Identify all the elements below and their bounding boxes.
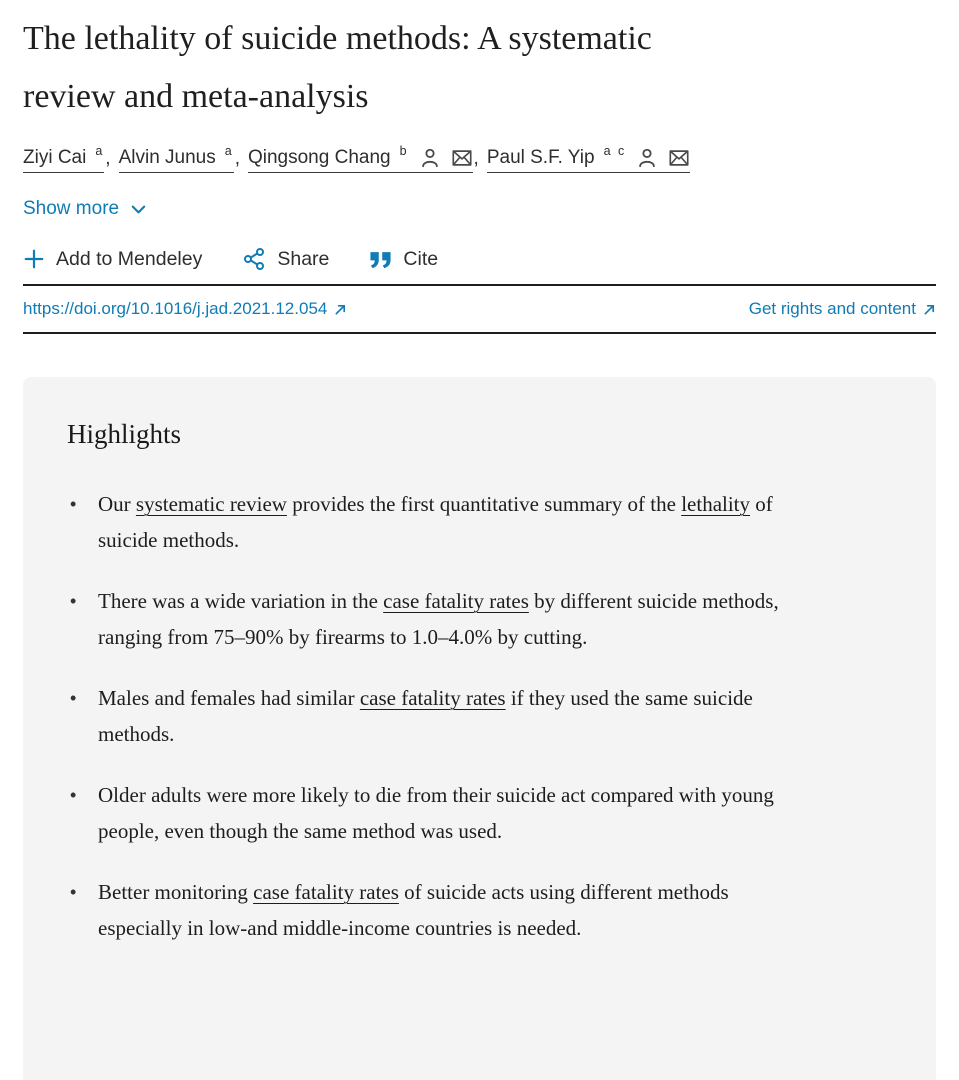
highlight-item	[67, 583, 892, 655]
plus-icon	[23, 248, 45, 270]
share-icon	[242, 247, 266, 271]
author-link[interactable]	[118, 143, 234, 173]
bullet-icon: •	[70, 688, 77, 708]
highlight-item	[67, 874, 892, 946]
chevron-down-icon	[129, 200, 148, 219]
author-affiliation-sup: a c	[603, 143, 627, 158]
author-affiliation-sup: b	[399, 143, 409, 158]
add-to-mendeley-button[interactable]	[23, 248, 202, 271]
rights-link[interactable]	[749, 299, 936, 319]
highlights-heading: Highlights	[67, 419, 182, 449]
author-separator: ,	[234, 148, 240, 169]
highlight-text: Older adults were more likely to die from their suicide act compared with young people, even though the same method was used.	[98, 783, 774, 843]
email-icon[interactable]	[451, 147, 473, 169]
cite-button[interactable]	[369, 248, 438, 271]
author-link[interactable]	[247, 143, 473, 173]
external-link-icon	[334, 303, 347, 316]
email-icon[interactable]	[668, 147, 690, 169]
author-link[interactable]	[486, 143, 690, 173]
doi-text: https://doi.org/10.1016/j.jad.2021.12.054	[23, 299, 328, 318]
highlight-text: Our systematic review provides the first quantitative summary of the lethality of suicide methods.	[98, 492, 773, 552]
bullet-icon: •	[70, 785, 77, 805]
show-more-label: Show more	[23, 198, 120, 219]
highlight-text: Better monitoring case fatality rates of suicide acts using different methods especially in low-and middle-income countries is needed.	[98, 880, 729, 940]
author-name: Qingsong Chang	[247, 147, 391, 168]
bullet-icon: •	[70, 494, 77, 514]
author-link[interactable]	[23, 143, 105, 173]
topic-link[interactable]: case fatality rates	[253, 880, 399, 904]
external-link-icon	[923, 303, 936, 316]
person-icon[interactable]	[636, 147, 658, 169]
author-list	[23, 143, 936, 173]
highlight-text: Males and females had similar case fatality rates if they used the same suicide methods.	[98, 686, 753, 746]
author-name: Ziyi Cai	[23, 147, 87, 168]
rights-text: Get rights and content	[748, 299, 916, 318]
author-name: Paul S.F. Yip	[486, 147, 595, 168]
toolbar-item-label: Share	[277, 247, 330, 270]
highlights-box	[23, 377, 936, 1080]
toolbar-item-label: Cite	[403, 247, 439, 270]
topic-link[interactable]: case fatality rates	[383, 589, 529, 613]
author-separator: ,	[473, 148, 479, 169]
author-affiliation-sup: a	[224, 143, 234, 158]
author-name: Alvin Junus	[118, 147, 216, 168]
cite-icon	[369, 249, 392, 270]
person-icon[interactable]	[419, 147, 441, 169]
share-button[interactable]	[242, 247, 329, 271]
author-separator: ,	[105, 148, 111, 169]
bullet-icon: •	[70, 882, 77, 902]
highlight-item	[67, 777, 892, 849]
highlight-item	[67, 680, 892, 752]
highlight-text: There was a wide variation in the case fatality rates by different suicide methods, ranging from 75–90% by firearms to 1.0–4.0% by cutting.	[98, 589, 779, 649]
topic-link[interactable]: systematic review	[135, 492, 287, 516]
page-title: The lethality of suicide methods: A systematic review and meta-analysis	[23, 20, 652, 115]
article-toolbar	[23, 247, 936, 271]
highlights-list	[67, 486, 892, 946]
bullet-icon: •	[70, 591, 77, 611]
doi-bar	[23, 284, 936, 334]
toolbar-item-label: Add to Mendeley	[56, 247, 203, 270]
highlight-item	[67, 486, 892, 558]
author-affiliation-sup: a	[95, 143, 105, 158]
show-more-button[interactable]	[23, 198, 148, 220]
topic-link[interactable]: case fatality rates	[359, 686, 506, 710]
topic-link[interactable]: lethality	[681, 492, 751, 516]
doi-link[interactable]	[23, 299, 347, 319]
